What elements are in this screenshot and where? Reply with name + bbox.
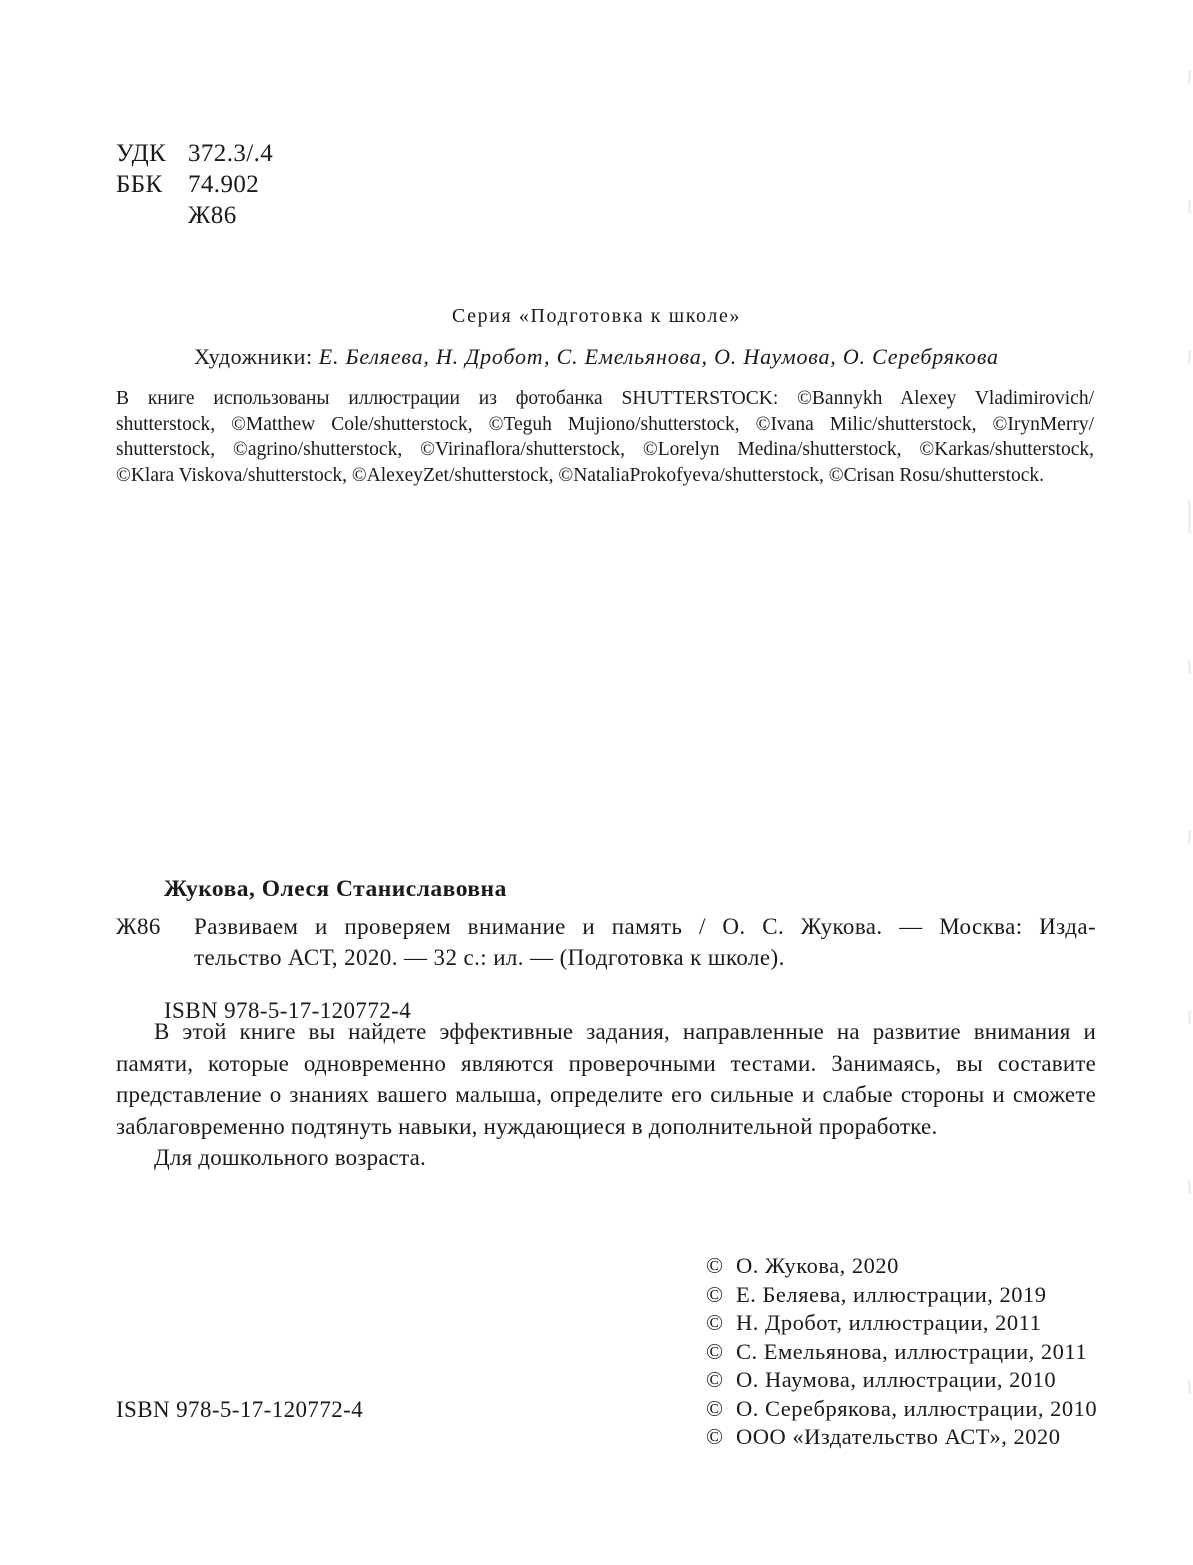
record-line-1: Развиваем и проверяем внимание и память / О. С. Жукова. — Москва: Изда-: [194, 914, 1096, 939]
copyright-icon: ©: [706, 1281, 724, 1307]
classification-codes: [116, 138, 273, 231]
bibliographic-record: [116, 874, 1096, 1026]
record-line-2: тельство АСТ, 2020. — 32 с.: ил. — (Подготовка к школе).: [194, 945, 785, 970]
credits-line-2: shutterstock, ©Matthew Cole/shutterstock, ©Teguh Mujiono/shutterstock, ©Ivana Milic/shutterstock, ©IrynMerry/: [116, 413, 1094, 435]
copyright-line: [706, 1395, 1097, 1424]
annotation-block: [116, 1016, 1096, 1174]
isbn-record: ISBN 978-5-17-120772-4: [164, 998, 412, 1023]
bbk-value: 74.902: [188, 171, 260, 198]
copyright-text: ООО «Издательство АСТ», 2020: [736, 1424, 1061, 1449]
copyright-icon: ©: [706, 1338, 724, 1364]
udk-value: 372.3/.4: [188, 140, 274, 167]
photostock-credits: [116, 386, 1094, 488]
artists-names: Е. Беляева, Н. Дробот, С. Емельянова, О. Наумова, О. Серебрякова: [318, 344, 999, 369]
copyright-line: [706, 1423, 1097, 1452]
shelfmark-row: [116, 200, 273, 231]
artists-line: [0, 343, 1193, 371]
copyright-line: [706, 1366, 1097, 1395]
annotation-paragraph-1: В этой книге вы найдете эффективные задания, направленные на развитие внимания и памяти, которые одновременно являются проверочными тестами. Занимаясь, вы составите представление о знаниях вашего малыша, определите его сильные и слабые стороны и сможете заблаговременно подтянуть навыки, нуждающиеся в дополнительной проработке.: [116, 1019, 1096, 1139]
shelfmark-value: Ж86: [188, 202, 237, 229]
credits-line-3: shutterstock, ©agrino/shutterstock, ©Virinaflora/shutterstock, ©Lorelyn Medina/shutterstock, ©Karkas/shutterstock,: [116, 439, 1094, 460]
series-block: [0, 303, 1193, 371]
copyright-line: [706, 1252, 1097, 1281]
copyright-line: [706, 1338, 1097, 1367]
author-name: Жукова, Олеся Станиславовна: [164, 876, 507, 902]
copyright-text: Н. Дробот, иллюстрации, 2011: [736, 1310, 1042, 1335]
copyright-icon: ©: [706, 1253, 724, 1278]
copyright-icon: ©: [706, 1310, 724, 1335]
udk-row: [116, 138, 273, 169]
udk-label: УДК: [116, 140, 167, 167]
isbn-footer: ISBN 978-5-17-120772-4: [116, 1397, 364, 1422]
copyright-line: [706, 1281, 1097, 1310]
artists-label: Художники:: [194, 344, 313, 369]
copyright-text: С. Емельянова, иллюстрации, 2011: [736, 1338, 1088, 1364]
record-shelfmark: Ж86: [116, 914, 161, 939]
credits-line-4: ©Klara Viskova/shutterstock, ©AlexeyZet/shutterstock, ©NataliaProkofyeva/shutterstock, ©Crisan Rosu/shutterstock.: [116, 464, 1045, 486]
bbk-row: [116, 169, 273, 200]
bbk-label: ББК: [116, 171, 163, 198]
series-title: Серия «Подготовка к школе»: [451, 305, 742, 327]
copyright-text: О. Серебрякова, иллюстрации, 2010: [736, 1395, 1098, 1421]
copyright-icon: ©: [706, 1424, 724, 1449]
copyright-text: Е. Беляева, иллюстрации, 2019: [736, 1281, 1047, 1307]
copyright-icon: ©: [706, 1395, 724, 1421]
copyright-icon: ©: [706, 1367, 724, 1392]
record-body: [116, 911, 1096, 973]
copyright-text: О. Жукова, 2020: [736, 1253, 899, 1278]
scan-edge-artifacts: [1188, 0, 1191, 1565]
copyright-block: [706, 1252, 1097, 1452]
copyright-line: [706, 1309, 1097, 1338]
copyright-text: О. Наумова, иллюстрации, 2010: [736, 1367, 1057, 1392]
credits-line-1: В книге использованы иллюстрации из фотобанка SHUTTERSTOCK: ©Bannykh Alexey Vladimirovich/: [116, 388, 1094, 409]
annotation-paragraph-2: Для дошкольного возраста.: [154, 1145, 426, 1170]
